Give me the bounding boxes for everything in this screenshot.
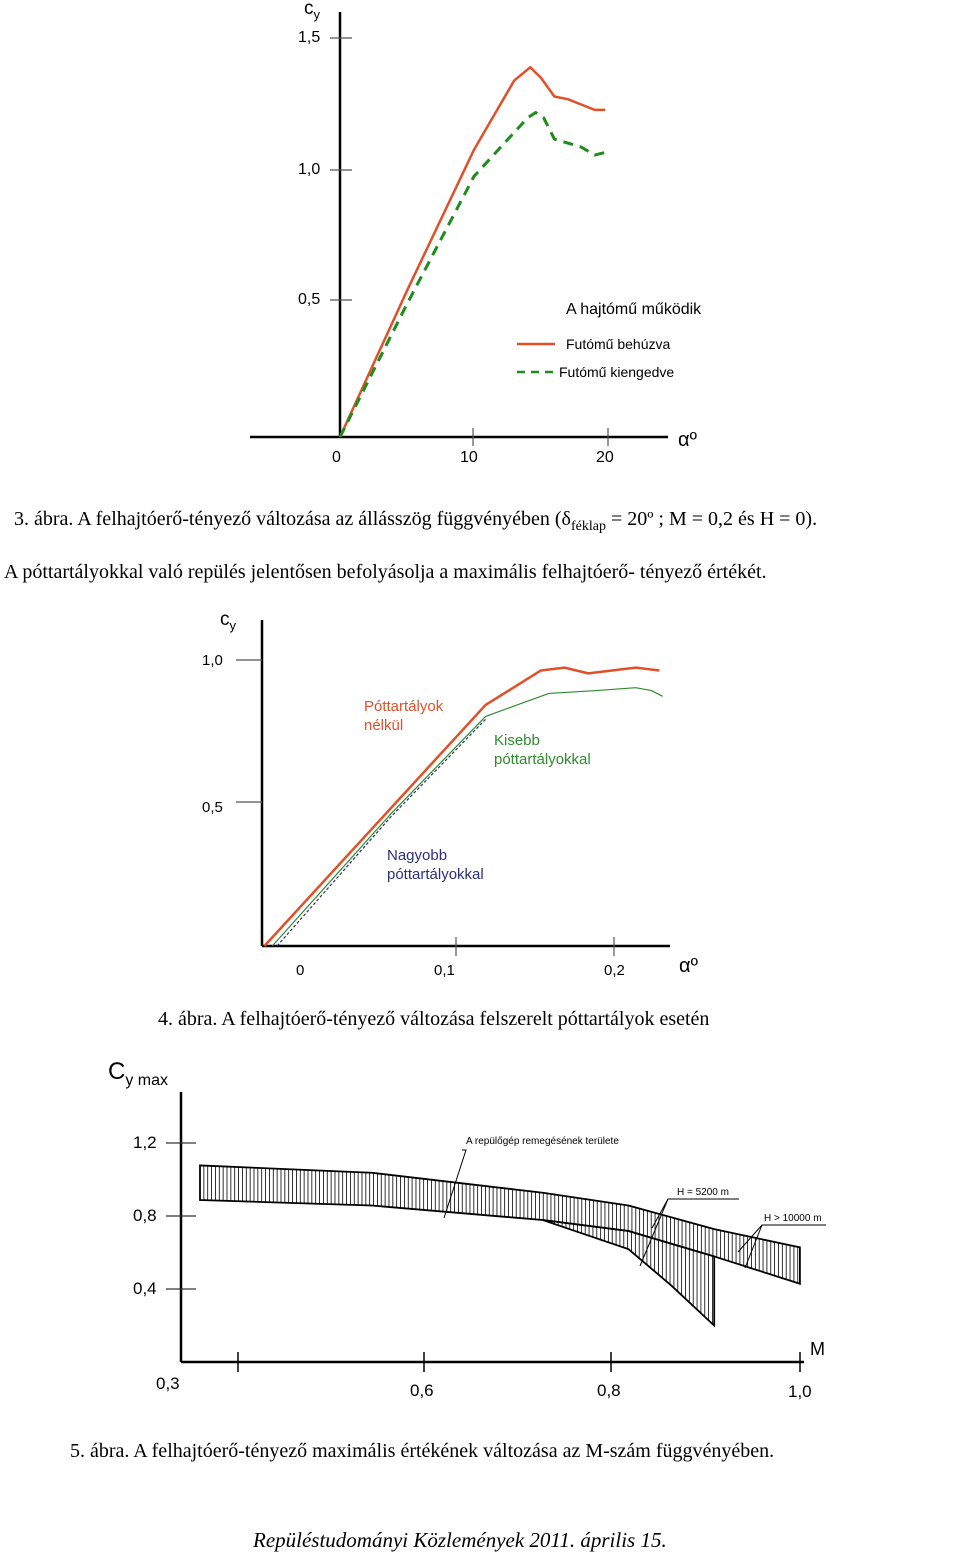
x-axis-label: αº [679,955,698,977]
band-h10000-hatching [200,1165,798,1283]
band-h5200-hatching [543,1220,713,1324]
y-tick-label: 0,5 [202,799,223,816]
x-tick-label: 0,1 [434,962,455,979]
y-tick-label: 1,2 [133,1133,157,1152]
label-large-tanks: Nagyobb póttartályokkal [387,847,484,883]
y-axis-label: $C_{y max}$ [108,1058,169,1089]
x-tick-label: 1,0 [788,1382,812,1401]
x-tick-label: 0 [332,449,341,466]
band-h5200-outline [543,1220,714,1326]
y-tick-label: 1,0 [298,161,321,178]
y-tick-label: 1,5 [298,29,321,46]
footer: Repüléstudományi Közlemények 2011. április 15. [253,1528,667,1552]
legend-title: A hajtómű működik [566,301,702,318]
band-h10000-outline [200,1165,800,1283]
x-tick-label: 0 [296,962,305,979]
figure-3-caption: 3. ábra. A felhajtóerő-tényező változása az állásszög függvényében ($\delta_{féklap}$ = 20º ; M = 0,2 és H = 0). [14,508,818,534]
x-axis-label: M [810,1339,825,1359]
x-tick-label: 0,6 [410,1381,434,1400]
x-tick-label: 0,8 [597,1381,621,1400]
y-tick-label: 0,4 [133,1279,157,1298]
y-axis-label: $c_y$ [304,0,320,22]
label-small-tanks: Kisebb póttartályokkal [494,732,591,768]
x-tick-label: 0,2 [604,962,625,979]
label-without-tanks: Póttartályok nélkül [364,698,444,734]
label-h5200: H = 5200 m [677,1187,729,1198]
x-tick-label: 20 [596,449,614,466]
x-tick-label: 10 [460,449,478,466]
x-axis-label: αº [678,429,697,451]
legend-item: Futómű kiengedve [559,364,675,380]
body-text: A póttartályokkal való repülés jelentősen befolyásolja a maximális felhajtóerő- tényező értékét. [4,561,767,583]
label-buffet-region: A repülőgép remegésének területe [466,1136,619,1147]
legend-item: Futómű behúzva [566,336,671,352]
y-tick-label: 1,0 [202,652,223,669]
y-tick-label: 0,8 [133,1206,157,1225]
y-axis-label: $c_y$ [220,609,236,633]
figure-5-caption: 5. ábra. A felhajtóerő-tényező maximális értékének változása az M-szám függvényében. [70,1440,775,1462]
y-tick-label: 0,5 [298,291,321,308]
label-h10000: H > 10000 m [764,1213,822,1224]
x-tick-label: 0,3 [156,1374,180,1393]
figure-4-caption: 4. ábra. A felhajtóerő-tényező változása felszerelt póttartályok esetén [158,1008,710,1030]
